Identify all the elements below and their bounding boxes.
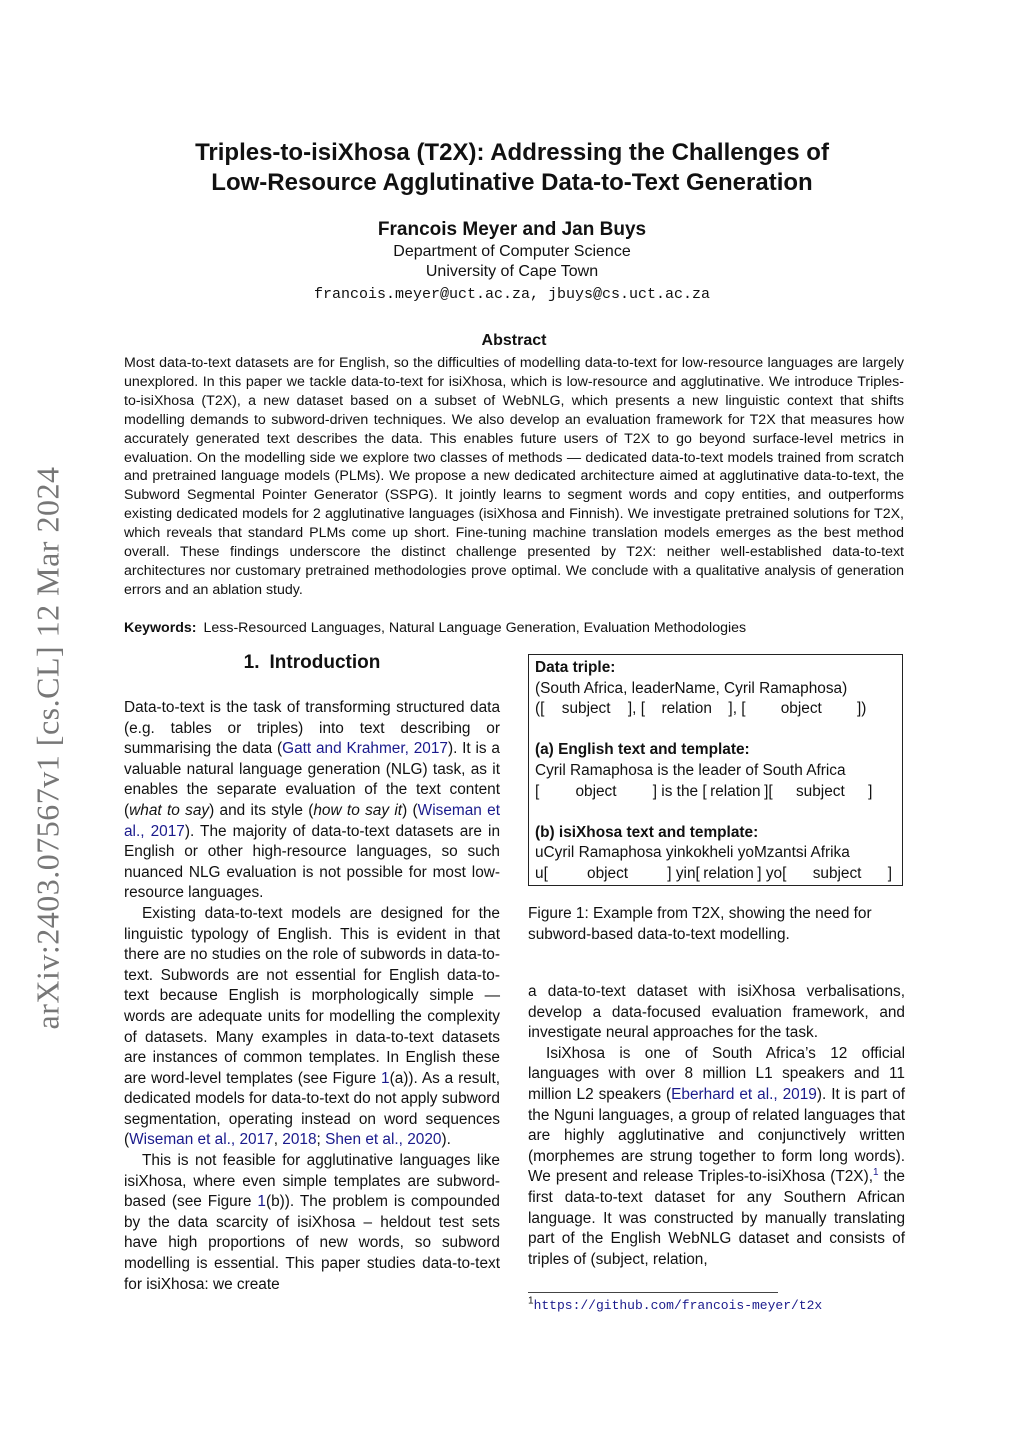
abstract-heading: Abstract (481, 332, 547, 349)
section-heading-introduction (124, 650, 500, 676)
intro-paragraph-3: This is not feasible for agglutinative languages like isiXhosa, where even simple templates are subword-based (see Figure 1(b)). The problem is compounded by the data scarcity of isiXhosa – heldout test sets have high proportions of new words, so subword modelling is essential. This paper studies data-to-text for isiXhosa: we create (124, 1152, 500, 1293)
arxiv-id: arXiv:2403.07567v1 [cs.CL] 12 Mar 2024 (29, 466, 66, 1030)
intro-paragraph-4: a data-to-text dataset with isiXhosa verbalisations, develop a data-focused evaluation framework, and investigate neural approaches for the task. (528, 983, 905, 1042)
triple-template: ([ subject ] , [ relation ] , [ object ] ) (535, 699, 896, 720)
citation-link[interactable]: 2018 (282, 1131, 317, 1149)
keywords-text: Less-Resourced Languages, Natural Language Generation, Evaluation Methodologies (203, 620, 747, 636)
english-text: Cyril Ramaphosa is the leader of South Africa (535, 761, 846, 779)
abstract-text: Most data-to-text datasets are for English, so the difficulties of modelling data-to-text for low-resource languages are largely unexplored. In this paper we tackle data-to-text for isiXhosa, which is low-resource and agglutinative. We introduce Triples-to-isiXhosa (T2X), a new dataset based on a subset of WebNLG, which presents a new linguistic context that shifts modelling demands to subword-driven techniques. We also develop an evaluation framework for T2X that measures how accurately generated text describes the data. This enables future users of T2X to go beyond surface-level metrics in evaluation. On the modelling side we explore two classes of methods — dedicated data-to-text models trained from scratch and pretrained language models (PLMs). We propose a new dedicated architecture aimed at agglutinative data-to-text, the Subword Segmental Pointer Generator (SSPG). It jointly learns to segment words and copy entities, and outperforms existing dedicated models for 2 agglutinative languages (isiXhosa and Finnish). We investigate pretrained solutions for T2X, which reveals that standard PLMs come up short. Fine-tuning machine translation models emerges as the best method overall. These findings underscore the distinct challenge presented by T2X: neither well-established data-to-text architectures nor customary pretrained methodologies prove optimal. We conclude with a qualitative analysis of generation errors and an ablation study. (124, 355, 904, 598)
footnote-rule (528, 1292, 778, 1293)
university: University of Cape Town (425, 263, 599, 280)
footnote-number: 1 (528, 1295, 534, 1307)
slot-subject: [ subject ] (768, 782, 872, 803)
figure-ref-link[interactable]: 1 (381, 1069, 390, 1087)
intro-paragraph-2: Existing data-to-text models are designed for the linguistic typology of English. This is evident in that there are no studies on the role of subwords in data-to-text. Subwords are not essential for English data-to-text because English is morphologically simple — words are adequate units for modelling the complexity of datasets. Many examples in data-to-text datasets are instances of common templates. In English these are word-level templates (see Figure 1(a)). As a result, dedicated models for data-to-text do not apply subword segmentation, operating instead on word sequences (Wiseman et al., 2017, 2018; Shen et al., 2020). (124, 904, 500, 1149)
slot-relation: [ relation ] (641, 699, 733, 720)
isixhosa-text: uCyril Ramaphosa yinkokheli yoMzantsi Afrika (535, 844, 850, 862)
title-line-2: Low-Resource Agglutinative Data-to-Text Generation (211, 169, 813, 196)
section-number: 1. (243, 652, 260, 673)
section-title: Introduction (269, 652, 381, 673)
citation-link[interactable]: Gatt and Krahmer, 2017 (282, 740, 448, 758)
triple-text: (South Africa, leaderName, Cyril Ramaphosa) (535, 679, 848, 697)
slot-relation: [ relation ] (696, 864, 762, 885)
isixhosa-label: (b) isiXhosa text and template: (535, 823, 759, 841)
slot-object: [ object ] (741, 699, 861, 720)
english-label: (a) English text and template: (535, 741, 750, 759)
figure-1-box (528, 654, 903, 886)
slot-object: [ object ] (544, 864, 672, 885)
figure-1-caption: Figure 1: Example from T2X, showing the need for subword-based data-to-text modelling. (528, 905, 872, 943)
footnote-marker[interactable]: 1 (872, 1167, 879, 1179)
slot-relation: [ relation ] (702, 782, 768, 803)
left-column (124, 650, 500, 1295)
intro-paragraph-5: IsiXhosa is one of South Africa’s 12 official languages with over 8 million L1 speakers and 11 million L2 speakers (Eberhard et al., 2019). It is part of the Nguni languages, a group of related languages that are highly agglutinative and conjunctively written (morphemes are strung together to form long words). We present and release Triples-to-isiXhosa (T2X),$^1$ the first data-to-text dataset for any Southern African language. It was constructed by manually translating part of the English WebNLG dataset and consists of triples of (subject, relation, (528, 1044, 906, 1268)
intro-paragraph-1: Data-to-text is the task of transforming structured data (e.g. tables or triples) into text describing or summarising the data (Gatt and Krahmer, 2017). It is a valuable natural language generation (NLG) task, as it enables the separate evaluation of the text content (what to say) and its style (how to say it) (Wiseman et al., 2017). The majority of data-to-text datasets are in English or other high-resource languages, so such nuanced NLG evaluation is not possible for most low-resource languages. (124, 699, 501, 902)
citation-link[interactable]: Wiseman et al., 2017 (124, 801, 500, 840)
slot-subject: [ subject ] (540, 699, 632, 720)
department: Department of Computer Science (393, 243, 631, 260)
slot-subject: [ subject ] (782, 864, 892, 885)
triple-label: Data triple: (535, 659, 616, 676)
english-template: [ object ] is the [ relation ][ subject ] (535, 782, 896, 803)
right-column (528, 982, 905, 1270)
author-block (100, 218, 924, 306)
isixhosa-template: u[ object ] yin[ relation ] yo[ subject ] (535, 864, 896, 885)
footnote-url-link[interactable]: https://github.com/francois-meyer/t2x (533, 1298, 823, 1313)
title-line-1: Triples-to-isiXhosa (T2X): Addressing the Challenges of (195, 139, 829, 166)
keywords (124, 618, 904, 638)
footnote-1 (528, 1297, 908, 1313)
author-names: Francois Meyer and Jan Buys (377, 219, 647, 240)
citation-link[interactable]: Eberhard et al., 2019 (671, 1085, 817, 1103)
keywords-label: Keywords: (124, 620, 197, 636)
citation-link[interactable]: Shen et al., 2020 (325, 1131, 442, 1149)
slot-object: [ object ] (535, 782, 657, 803)
author-emails[interactable]: francois.meyer@uct.ac.za, jbuys@cs.uct.ac.za (313, 286, 711, 303)
citation-link[interactable]: Wiseman et al., 2017 (129, 1131, 274, 1149)
figure-ref-link[interactable]: 1 (257, 1193, 266, 1211)
paper-title (100, 138, 924, 198)
arxiv-side-stamp (28, 448, 68, 1048)
